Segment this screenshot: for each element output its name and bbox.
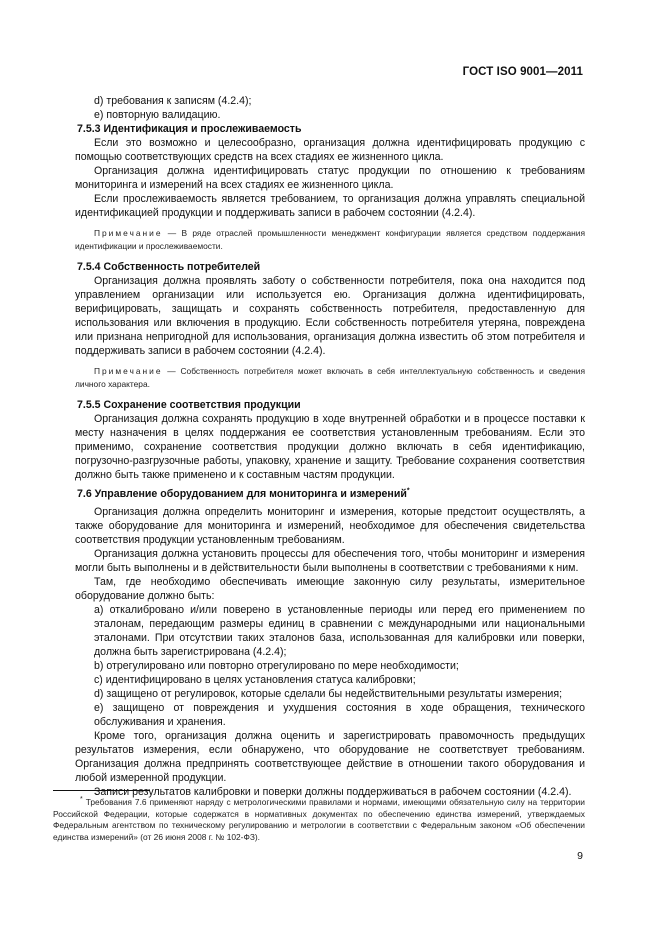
note-text: — Собственность потребителя может включать в себя интеллектуальную собственность и сведения личного характера. [75, 366, 585, 389]
paragraph: Организация должна идентифицировать статус продукции по отношению к требованиям мониторинга и измерений на всех стадиях ее жизненного цикла. [75, 165, 585, 191]
section-heading-7-5-5: 7.5.5 Сохранение соответствия продукции [77, 399, 301, 411]
list-item: a) откалибровано и/или поверено в установленные периоды или перед его применением по эталонам, передающим размеры единиц в сравнении с международными или национальными эталонами. При отсутствии таких эталонов база, использованная для калибровки или поверки, должна быть зарегистрирована (4.2.4); [94, 604, 585, 658]
footnote-reference: * [406, 487, 410, 495]
note [75, 365, 585, 391]
paragraph: Организация должна установить процессы для обеспечения того, чтобы мониторинг и измерения могли быть выполнены и в действительности были выполнены в соответствии с требованиями к ним. [75, 548, 585, 574]
footnote-separator [53, 790, 150, 791]
paragraph: Организация должна сохранять продукцию в ходе внутренней обработки и в процессе поставки к месту назначения в целях поддержания ее соответствия установленным требованиям. Если это применимо, сохранение соответствия продукции должно включать в себя идентификацию, погрузочно-разгрузочные работы, упаковку, хранение и защиту. Требование сохранения соответствия должно быть также применено и к составным частям продукции. [75, 413, 585, 481]
list-item: e) повторную валидацию. [94, 109, 221, 121]
note-label: Примечание [94, 366, 163, 376]
note [75, 227, 585, 253]
page-body [75, 94, 585, 799]
document-id-header: ГОСТ ISO 9001—2011 [462, 66, 583, 78]
paragraph: Организация должна определить мониторинг и измерения, которые предстоит осуществлять, а также оборудование для мониторинга и измерений, необходимое для обеспечения свидетельства соответствия продукции установленным требованиям. [75, 506, 585, 546]
page-number: 9 [577, 850, 583, 862]
paragraph: Если прослеживаемость является требованием, то организация должна управлять специальной идентификацией продукции и поддерживать записи в рабочем состоянии (4.2.4). [75, 193, 585, 219]
note-label: Примечание [94, 228, 163, 238]
list-item: b) отрегулировано или повторно отрегулировано по мере необходимости; [94, 660, 459, 672]
list-item: d) защищено от регулировок, которые сделали бы недействительными результаты измерения; [94, 688, 563, 700]
list-item: c) идентифицировано в целях установления статуса калибровки; [94, 674, 416, 686]
footnote-mark: * [80, 796, 83, 804]
paragraph: Кроме того, организация должна оценить и зарегистрировать правомочность предыдущих результатов измерения, если обнаружено, что оборудование не соответствует требованиям. Организация должна предпринять соответствующее действие в отношении такого оборудования и любой измеренной продукции. [75, 730, 585, 784]
section-title-text: 7.6 Управление оборудованием для мониторинга и измерений [77, 488, 407, 500]
paragraph: Там, где необходимо обеспечивать имеющие законную силу результаты, измерительное оборудование должно быть: [75, 576, 585, 602]
list-item: d) требования к записям (4.2.4); [94, 95, 252, 107]
section-heading-7-5-3: 7.5.3 Идентификация и прослеживаемость [77, 123, 302, 135]
note-text: — В ряде отраслей промышленности менеджмент конфигурации является средством поддержания идентификации и прослеживаемости. [75, 228, 585, 251]
footnote [53, 797, 585, 843]
paragraph: Записи результатов калибровки и поверки должны поддерживаться в рабочем состоянии (4.2.4). [94, 786, 572, 798]
list-item: e) защищено от повреждения и ухудшения состояния в ходе обращения, технического обслуживания и хранения. [94, 702, 585, 728]
section-heading-7-6 [75, 487, 585, 501]
section-heading-7-5-4: 7.5.4 Собственность потребителей [77, 261, 261, 273]
paragraph: Если это возможно и целесообразно, организация должна идентифицировать продукцию с помощью соответствующих средств на всех стадиях ее жизненного цикла. [75, 137, 585, 163]
paragraph: Организация должна проявлять заботу о собственности потребителя, пока она находится под управлением организации или используется ею. Организация должна идентифицировать, верифицировать, защищать и сохранять собственность потребителя, предоставленную для использования или включения в продукцию. Если собственность потребителя утеряна, повреждена или признана непригодной для использования, организация должна известить об этом потребителя и поддерживать записи в рабочем состоянии (4.2.4). [75, 275, 585, 357]
footnote-text: Требования 7.6 применяют наряду с метрологическими правилами и нормами, имеющими обязательную силу на территории Российской Федерации, которые содержатся в нормативных документах по обеспечению единства измерений, утверждаемых Федеральным агентством по техническому регулированию и метрологии в соответствии с Федеральным законом «Об обеспечении единства измерений» (от 26 июня 2008 г. № 102-ФЗ). [53, 797, 585, 842]
